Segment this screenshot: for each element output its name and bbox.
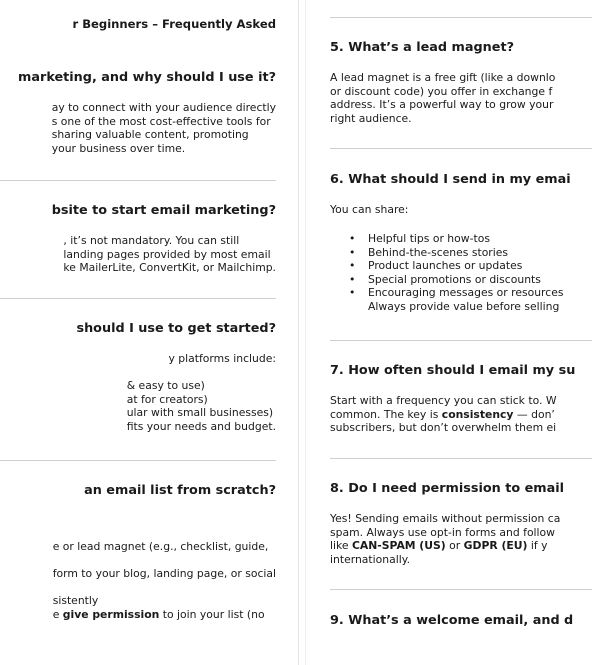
faq-heading-permission: 8. Do I need permission to email	[330, 481, 565, 496]
faq-heading-what-to-send: 6. What should I send in my emai	[330, 172, 571, 187]
right-page-content	[330, 0, 592, 665]
list-item: fits your needs and budget.	[126, 419, 276, 433]
list-item: • Behind-the-scenes stories	[349, 245, 509, 259]
faq-answer-frequency: Start with a frequency you can stick to. W common. The key is consistency — don’ subscribers, but don’t overwhelm them ei	[330, 394, 557, 434]
faq-heading-platform: should I use to get started?	[76, 321, 276, 336]
faq-heading-website: bsite to start email marketing?	[51, 203, 276, 218]
faq-answer-lead-magnet: A lead magnet is a free gift (like a downlo or discount code) you offer in exchange f address. It’s a powerful way to grow your right audience.	[330, 71, 556, 125]
faq-answer-website: , it’s not mandatory. You can still landing pages provided by most email ke MailerLite, ConvertKit, or Mailchimp.	[63, 234, 276, 274]
list-item: • Encouraging messages or resources	[349, 286, 564, 299]
list-item: sistently	[52, 594, 99, 607]
section-divider	[0, 460, 276, 461]
section-divider	[330, 340, 592, 341]
list-item: at for creators)	[126, 392, 208, 406]
list-item: • Helpful tips or how-tos	[349, 232, 490, 245]
faq-intro-platform: y platforms include:	[168, 352, 276, 365]
list-item: & easy to use)	[126, 379, 205, 392]
faq-heading-lead-magnet: 5. What’s a lead magnet?	[330, 40, 514, 55]
list-item: e or lead magnet (e.g., checklist, guide,	[52, 540, 269, 553]
page-gutter	[298, 0, 306, 665]
faq-heading-frequency: 7. How often should I email my su	[330, 363, 576, 378]
faq-intro-what-to-send: You can share:	[330, 203, 409, 216]
bullet-icon: •	[349, 286, 356, 299]
right-page	[306, 0, 592, 665]
faq-answer-permission: Yes! Sending emails without permission ca spam. Always use opt-in forms and follow like CAN-SPAM (US) or GDPR (EU) if y internationally.	[330, 512, 561, 566]
faq-heading-email-list: an email list from scratch?	[84, 483, 276, 498]
list-note: Always provide value before selling	[368, 299, 560, 313]
list-item: • Special promotions or discounts	[349, 272, 541, 286]
list-item: ular with small businesses)	[126, 406, 274, 419]
list-item: e give permission to join your list (no	[52, 607, 265, 621]
content-ideas-list	[330, 232, 563, 313]
section-divider	[330, 589, 592, 590]
list-item: • Product launches or updates	[349, 259, 523, 272]
faq-heading-email-marketing: marketing, and why should I use it?	[18, 70, 276, 85]
list-item: form to your blog, landing page, or social	[52, 567, 276, 580]
bullet-icon: •	[349, 245, 356, 259]
document-title: r Beginners – Frequently Asked	[72, 17, 276, 31]
faq-heading-welcome-email: 9. What’s a welcome email, and d	[330, 613, 574, 628]
section-divider	[330, 148, 592, 149]
section-divider	[0, 298, 276, 299]
section-divider	[330, 458, 592, 459]
section-divider	[330, 17, 592, 18]
bullet-icon: •	[349, 259, 356, 272]
bullet-icon: •	[349, 272, 356, 286]
left-page-content	[0, 0, 276, 665]
email-list-steps	[53, 540, 276, 621]
section-divider	[0, 180, 276, 181]
faq-answer-email-marketing: ay to connect with your audience directly s one of the most cost-effective tools for sharing valuable content, promoting your business over time.	[51, 101, 276, 155]
platform-list	[127, 379, 276, 433]
bullet-icon: •	[349, 232, 356, 245]
